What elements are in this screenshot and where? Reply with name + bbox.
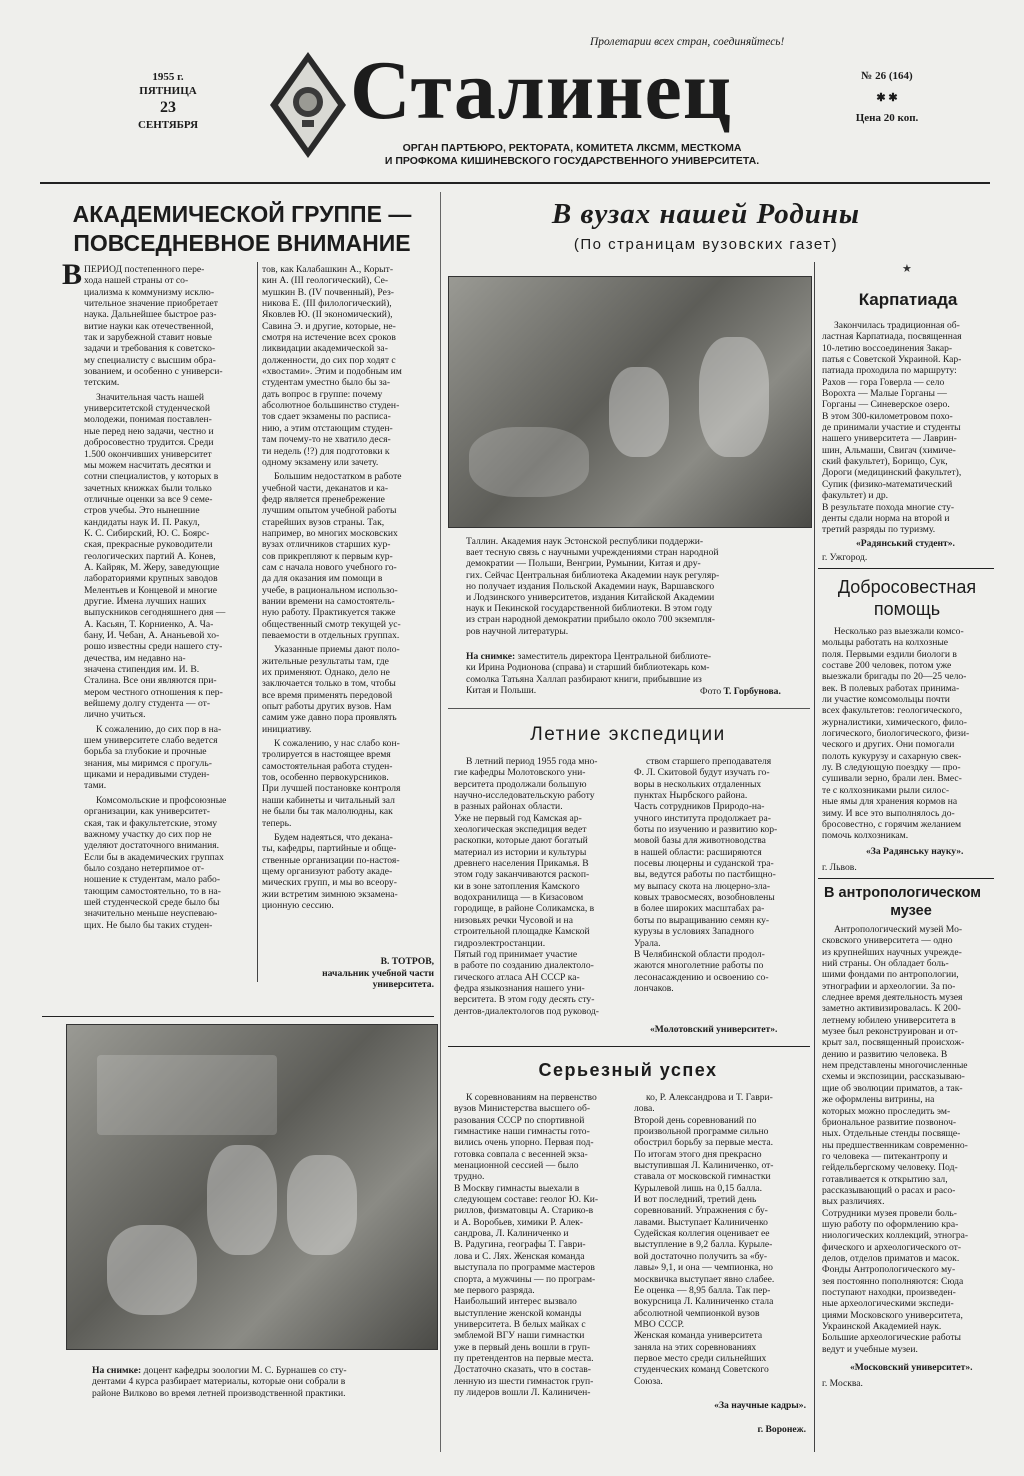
editorial-paragraph: К сожалению, у нас слабо кон- тролируется в настоящее время самостоятельная работа студен- тов, особенно первокурсников. При лучшей постановке контроля наши кабинеты и читальный зал не были бы так малолюдны, как теперь.: [262, 738, 401, 829]
help-paragraph: Несколько раз выезжали комсо- мольцы работать на колхозные поля. Первыми ездили биологи в составе 200 человек, потом уже выезжали бригады по 20—25 чело- век. В полевых работах принима- ли участие комсомольцы почти всех факультетов: геологического, журналистики, химического, фило- логического, биологического, физи- ческого и других. Они помогали полоть кукурузу и сахарную свек- лу. В следующую поездку — про- сушивали зерно, брали лен. Вмес- те с колхозниками рыли силос- ные ямы для хранения кормов на зиму. И все это выполнялось до- бросовестно, с горячим желанием помочь колхозникам.: [822, 626, 970, 842]
star-ornament: ★: [902, 263, 912, 275]
subtitle-line2: И ПРОФКОМА КИШИНЕВСКОГО ГОСУДАРСТВЕННОГО УНИВЕРСИТЕТА.: [384, 155, 760, 167]
expeditions-title: Летние экспедиции: [530, 724, 726, 745]
success-column-1: [454, 1092, 626, 1432]
editorial-paragraph: тов, как Калабашкин А., Корыт- кин А. (III геологический), Се- мушкин В. (IV почвенный), Рез- никова Е. (III филологический), Яковлев Ю. (II экономический), Савина Э. и другие, которые, не- смотря на истечение всех сроков ликвидации академической за- долженности, до сих пор ходят с «хвостами». Этим и подобным им студентам уместно было бы за- дать вопрос в группе: почему абсолютное большинство студен- тов сдает экзамены по расписа- нию, а этим отстающим студен- там почему-то не хватило деся- ти недель (!?) для подготовки к одному экзамену или зачету.: [262, 264, 402, 468]
university-emblem: [268, 50, 348, 160]
issue-box: [842, 68, 932, 126]
editorial-paragraph: Указанные приемы дают поло- жительные результаты там, где их применяют. Однако, дело не заключается только в том, чтобы все время применять передовой опыт работы других вузов. Нам самим уже давно пора проявлять инициативу.: [262, 644, 400, 735]
help-title: [818, 576, 996, 620]
expeditions-text: ством старшего преподавателя Ф. Л. Скитовой будут изучать го- воры в нескольких отдаленных пунктах Нырбского района. Часть сотрудников Природо-на- учного института продолжает ра- боты по изучению и развитию кор- мовой базы для животноводства в нашей области: расширяются посевы люцерны и суданской тра- вы, ведутся работы по пастбищно- му выпасу скота на люцерно-зла- ковых травосмесях, возобновлены в более широких масштабах ра- боты по выращиванию семян ку- курузы в условиях Западного Урала. В Челябинской области продол- жаются многолетние работы по лесонасаждению и освоению со- лончаков.: [634, 756, 778, 994]
editorial-paragraph: Значительная часть нашей университетской студенческой молодежи, понимая поставлен- ные перед нею задачи, честно и добросовестно трудится. Среди 1.500 окончивших университет мы можем насчитать десятки и сотни специалистов, у которых в зачетных книжках были только отличные оценки за все 9 семе- стров учебы. Это нынешние кандидаты наук И. П. Ракул, К. С. Сибирский, Ю. С. Боярс- ская, прекрасные руководители геологических партий А. Конев, А. Кайряк, М. Жеру, заведующие лабораториями крупных заводов Мелентьев и Концевой и многие другие. Имена лучших наших выпускников сегодняшнего дня — А. Касьян, Т. Корниенко, А. Ча- бану, И. Чебан, А. Ананьевой хо- рошо известны среди нашего сту- дечества, им недавно на- значена стипендия им. И. В. Сталина. Все они являются при- мером честного отношения к пер- вейшему долгу студента — от- лично учиться.: [84, 391, 226, 721]
success-source-paper: «За научные кадры».: [714, 1400, 806, 1411]
caption-text: заместитель директора Центральной библиоте- ки Ирина Родионова (справа) и старший библиотекарь ком- сомолка Татьяна Халлап разбирают книги, прибывшие из Китая и Польши.: [466, 651, 712, 696]
editorial-column-2: [262, 264, 434, 924]
museum-title-line1: В антропологическом: [824, 885, 982, 901]
karpat-text: [822, 320, 992, 534]
section-rule: [818, 568, 994, 569]
success-text: ко, Р. Александрова и Т. Гаври- лова. Второй день соревнований по произвольной программе сильно обострил борьбу за первые места. По итогам этого дня прекрасно выступившая Л. Калиниченко, от- ставала от московской гимнастки Курылевой лишь на 0,15 балла. И вот последний, третий день соревнований. Упражнения с бу- лавами. Выступает Калиниченко Судейская коллегия оценивает ее выступление в 9,2 балла. Курыле- вой достаточно получить за «бу- лавы» 9,1, и она — чемпионка, но москвичка выступает явно слабее. Ее оценка — 8,95 балла. Так пер- вокурсница Л. Калиниченко стала абсолютной чемпионкой вузов МВО СССР. Женская команда университета заняла на этих соревнованиях первое место среди сильнейших студенческих команд Советского Союза.: [634, 1092, 775, 1387]
success-column-2: [634, 1092, 806, 1387]
museum-title: [824, 884, 998, 920]
expeditions-source: «Молотовский университет».: [650, 1024, 778, 1035]
editorial-column-1: [84, 264, 254, 1002]
editorial-paragraph: Будем надеяться, что декана- ты, кафедры, партийные и обще- ственные организации по-настоя- щему организуют работу акаде- мических групп, и мы во всеору- жии встретим зимнюю экзамена- ционную сессию.: [262, 831, 400, 911]
masthead-subtitle: [352, 142, 792, 168]
success-text: К соревнованиям на первенство вузов Министерства высшего об- разования СССР по спортивной гимнастике наши гимнасты гото- вились очень упорно. Первая под- готовка совпала с весенней экза- менационной сессией — было трудно. В Москву гимнасты выехали в следующем составе: геолог Ю. Ки- риллов, физматовцы А. Старико-в и А. Воробьев, химики Р. Алек- сандрова, Л. Калиниченко и В. Радугина, географы Т. Гаври- лова и С. Лях. Женская команда выступала по программе мастеров спорта, а мужчины — по програм- ме первого разряда. Наибольший интерес вызвало выступление женской команды университета. В белых майках с эмблемой ВГУ наши гимнастки уже в первый день вошли в груп- пу претендентов на первые места. Достаточно сказать, что в состав- ленную из шести гимнасток груп- пу лидеров вошли Л. Калиничен-: [454, 1092, 599, 1398]
editorial-paragraph: К сожалению, до сих пор в на- шем университете слабо ведется борьба за глубокие и прочные знания, мы миримся с прогуль- щиками и нерадивыми студен- тами.: [84, 723, 222, 792]
karpat-paragraph: Закончилась традиционная об- ластная Карпатиада, посвященная 10-летию воссоединения Закар- патья с Советской Украиной. Кар- патиада проходила по маршруту: Рахов — гора Говерла — село Ворохта — Малые Горганы — Горганы — Синеверское озеро. В этом 300-километровом похо- де принимали участие и студенты нашего университета — Лаврин- шин, Альмаши, Свигач (химиче- ский факультет), Борищо, Сук, Дороги (медицинский факультет), Супик (физико-математический факультет) и др. В результате похода многие сту- денты сдали норма на второй и третий разряды по туризму.: [822, 320, 962, 536]
date-month: СЕНТЯБРЯ: [137, 119, 199, 131]
vuz-subtitle: (По страницам вузовских газет): [573, 236, 839, 253]
subtitle-line1: ОРГАН ПАРТБЮРО, РЕКТОРАТА, КОМИТЕТА ЛКСММ, МЕСТКОМА: [402, 142, 742, 154]
editorial-lead: ПЕРИОД постепенного пере- хода нашей страны от со- циализма к коммунизму исклю- чительное значение приобретает наука. Дальнейшее быстрое раз- витие науки как отечественной, так и зарубежной ставит новые задачи и требования к советско- му специалисту с высшим обра- зованием, и особенно с универси- тетским.: [84, 264, 223, 389]
page-divider: [440, 192, 441, 1452]
expeditions-column-1: [454, 756, 626, 1048]
caption-lead: На снимке:: [466, 651, 516, 663]
section-rule: [818, 878, 994, 879]
museum-source: «Московский университет».: [850, 1362, 973, 1373]
caption-lead: На снимке:: [92, 1365, 142, 1377]
vuz-title: В вузах нашей Родины: [551, 198, 861, 230]
karpat-title: Карпатиада: [858, 290, 958, 309]
masthead: [0, 0, 1024, 180]
caption-text: доцент кафедры зоологии М. С. Бурнашев со сту- дентами 4 курса разбирает материалы, которые они собрали в районе Вилково во время летней производственной практики.: [92, 1365, 347, 1399]
photo-frame-bottom: [448, 708, 810, 709]
date-box: [118, 70, 218, 132]
editorial-paragraph: Большим недостатком в работе учебной части, деканатов и ка- федр является пренебрежение лучшим опытом учебной работы старейших вузов страны. Так, например, во многих московских вузах отличников старших кур- сов прикрепляют к первым кур- сам с начала нового учебного го- да для оказания им помощи в учебе, в рациональном использо- вании времени на самостоятель- ную работу. Практикуется также общественный смотр текущей ус- певаемости в отдельных группах.: [262, 471, 402, 641]
expeditions-column-2: [634, 756, 806, 1018]
success-source-city: г. Воронеж.: [757, 1424, 806, 1435]
editorial-dropcap: В: [62, 258, 83, 291]
editorial-title-line1: АКАДЕМИЧЕСКОЙ ГРУППЕ —: [72, 201, 412, 227]
photo-credit: [700, 686, 781, 697]
issue-number: № 26 (164): [861, 70, 913, 82]
help-text: [822, 626, 992, 842]
masthead-rule: [40, 182, 990, 184]
editorial-title-line2: ПОВСЕДНЕВНОЕ ВНИМАНИЕ: [73, 230, 411, 256]
column-divider: [257, 262, 258, 982]
date-weekday: ПЯТНИЦА: [139, 85, 197, 97]
zoology-photo: [66, 1024, 438, 1350]
photo-credit-lead: Фото: [700, 686, 722, 697]
photo-credit-name: Т. Горбунова.: [723, 686, 781, 697]
museum-paragraph: Антропологический музей Мо- сковского университета — одно из крупнейших научных учрежде- ний страны. Он обладает боль- шими фондами по антропологии, этнографии и археологии. За по- следнее время деятельность музея заметно активизировалась. К 200- летнему юбилею университета в музее был реконструирован и от- крыт зал, посвященный происхож- дению и развитию человека. В нем представлены многочисленные схемы и экспозиции, рассказываю- щие об эволюции приматов, а так- же оформлены витрины, на которых можно проследить эм- бриональное развитие позвоноч- ных. Отдельные стенды посвяще- ны предшественникам современно- го человека — питекантропу и гейдельбергскому человеку. Под- готавливается к открытию зал, рассказывающий о расах и расо- вых различиях. Сотрудники музея провели боль- шую работу по оформлению кра- ниологических коллекций, этногра- фического и археологического от- делов, отделов приматов и масок. Фонды Антропологического му- зея постоянно пополняются: Сюда поступают находки, произведен- ные археологическими экспеди- циями Московского университета, Украинской Академией наук. Большие археологические работы ведут и учебные музеи.: [822, 924, 969, 1355]
help-city: г. Львов.: [822, 862, 857, 873]
karpat-city: г. Ужгород.: [822, 552, 868, 563]
library-photo-caption: Таллин. Академия наук Эстонской республики поддержи- вает тесную связь с научными учреждениями стран народной демократии — Польши, Венгрии, Румынии, Китая и дру- гих. Сейчас Центральная библиотека Академии наук регуляр- но получает издания Польской Академии наук, Варшавского и Лодзинского университетов, издания Китайской Академии наук и Пекинской государственной библиотеки. В этом году из стран народной демократии прибыло около 700 экземпля- ров научной литературы.: [466, 536, 720, 637]
date-year: 1955 г.: [152, 71, 184, 83]
expeditions-text: В летний период 1955 года мно- гие кафедры Молотовского уни- верситета продолжали большую научно-исследовательскую работу в разных районах области. Уже не первый год Камская ар- хеологическая экспедиция ведет раскопки, которые дают богатый материал из истории и культуры древнего населения Прикамья. В этом году заканчиваются раскоп- ки в зоне затопления Камского водохранилища — в Кизасовом городище, в районе Соликамска, в низовьях речки Чусовой и на строительной площадке Камской гидроэлектростанции. Пятый год принимает участие в работе по созданию диалектоло- гического атласа АН СССР ка- федра языкознания нашего уни- верситета. В этом году десять сту- дентов-диалектологов под руковод-: [454, 756, 599, 1017]
museum-title-line2: музее: [890, 903, 932, 919]
issue-price: Цена 20 коп.: [855, 112, 919, 124]
success-title: Серьезный успех: [538, 1060, 718, 1080]
right-column-divider: [814, 262, 815, 1452]
karpat-source: «Радянський студент».: [856, 538, 955, 549]
help-title-line2: помощь: [873, 599, 941, 619]
editorial-paragraph: Комсомольские и профсоюзные организации, как университет- ская, так и факультетские, этому важному участку до сих пор не уделяют достаточного внимания. Если бы в академических группах было создано нетерпимое от- ношение к студентам, мало рабо- тающим самостоятельно, то в на- шей студенческой среде было бы значительно меньше неуспеваю- щих. Не было бы таких студен-: [84, 794, 227, 931]
newspaper-title: Сталинец: [350, 44, 733, 137]
museum-text: [822, 924, 992, 1356]
section-rule: [42, 1016, 434, 1017]
section-rule: [448, 1046, 810, 1047]
help-title-line1: Добросовестная: [837, 577, 977, 597]
editorial-signature: В. ТОТРОВ, начальник учебной части университета.: [322, 956, 434, 990]
editorial-headline: [52, 200, 432, 258]
success-source: [640, 1388, 806, 1448]
help-source: «За Радянську науку».: [866, 846, 964, 857]
museum-city: г. Москва.: [822, 1378, 863, 1389]
issue-stars: ✱ ✱: [876, 92, 898, 104]
zoology-photo-caption: [92, 1354, 432, 1399]
library-photo: [448, 276, 812, 528]
masthead-slogan: Пролетарии всех стран, соединяйтесь!: [590, 36, 785, 48]
date-day: 23: [160, 99, 176, 116]
